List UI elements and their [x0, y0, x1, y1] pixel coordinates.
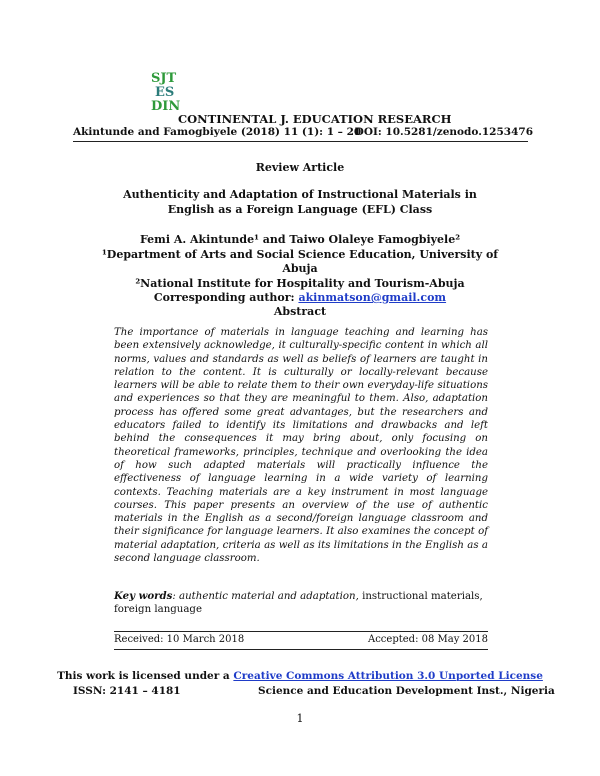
- author-names: Femi A. Akintunde¹ and Taiwo Olaleye Famogbiyele²: [139, 233, 461, 246]
- header-rule: [73, 141, 528, 142]
- logo-row-1: SJT: [151, 71, 177, 86]
- license-link[interactable]: Creative Commons Attribution 3.0 Unported License: [233, 670, 543, 682]
- doi: DOI: 10.5281/zenodo.1253476: [354, 126, 533, 138]
- citation: Akintunde and Famogbiyele (2018) 11 (1): 1 – 20: [73, 126, 362, 138]
- accepted-date: Accepted: 08 May 2018: [367, 634, 488, 645]
- author-block: [90, 233, 510, 306]
- corresponding-email-link[interactable]: akinmatson@gmail.com: [298, 291, 447, 304]
- affiliation-1: ¹Department of Arts and Social Science Education, University of Abuja: [101, 247, 499, 275]
- logo-graphic: [148, 70, 188, 112]
- citation-line: [73, 126, 533, 138]
- corresponding-label: Corresponding author:: [153, 291, 299, 304]
- journal-name: CONTINENTAL J. EDUCATION RESEARCH: [178, 112, 452, 126]
- keywords-italic: : authentic material and adaptation,: [172, 591, 359, 602]
- logo-row-2: ES: [155, 85, 175, 100]
- corresponding-author: [90, 291, 510, 306]
- article-title: Authenticity and Adaptation of Instructional Materials in English as a Foreign Language (EFL) Class: [123, 188, 477, 216]
- affiliation-2: ²National Institute for Hospitality and Tourism-Abuja: [135, 276, 465, 290]
- keywords-label: Key words: [114, 590, 173, 602]
- license-line: [0, 670, 600, 682]
- abstract-heading: Abstract: [273, 305, 327, 318]
- issn: ISSN: 2141 – 4181: [73, 685, 181, 697]
- dates-rule-bottom: [114, 649, 488, 650]
- dates-rule: [114, 631, 488, 632]
- keywords-rest: instructional materials, foreign language: [114, 591, 483, 616]
- page-number: 1: [296, 712, 304, 725]
- received-date: Received: 10 March 2018: [114, 634, 245, 645]
- journal-logo: [148, 70, 188, 112]
- article-type: Review Article: [255, 161, 345, 174]
- abstract-text: The importance of materials in language teaching and learning has been extensively acknowledge, it culturally-specific content in which all norms, values and standards as well as beliefs of learners are taught in relation to the content. It is culturally or locally-relevant because learners will be able to relate them to their own everyday-life situations and experiences so that they are meaningful to them. Also, adaptation process has offered some great advantages, but the researchers and educators failed to identify its limitations and drawbacks and left behind the consequences it may bring about, only focusing on theoretical frameworks, principles, technique and overlooking the idea of how such adapted materials will practically influence the effectiveness of language learning in a wide variety of learning contexts. Teaching materials are a key instrument in most language courses. This paper presents an overview of the use of authentic materials in the English as a second/foreign language classroom and their significance for language learners. It also examines the concept of material adaptation, criteria as well as its limitations in the English as a second language classroom.: [114, 327, 488, 565]
- institute: Science and Education Development Inst., Nigeria: [258, 685, 555, 697]
- logo-row-3: DIN: [151, 99, 181, 112]
- dates-line: [114, 634, 488, 645]
- license-prefix: This work is licensed under a: [57, 670, 234, 682]
- keywords: [114, 590, 488, 617]
